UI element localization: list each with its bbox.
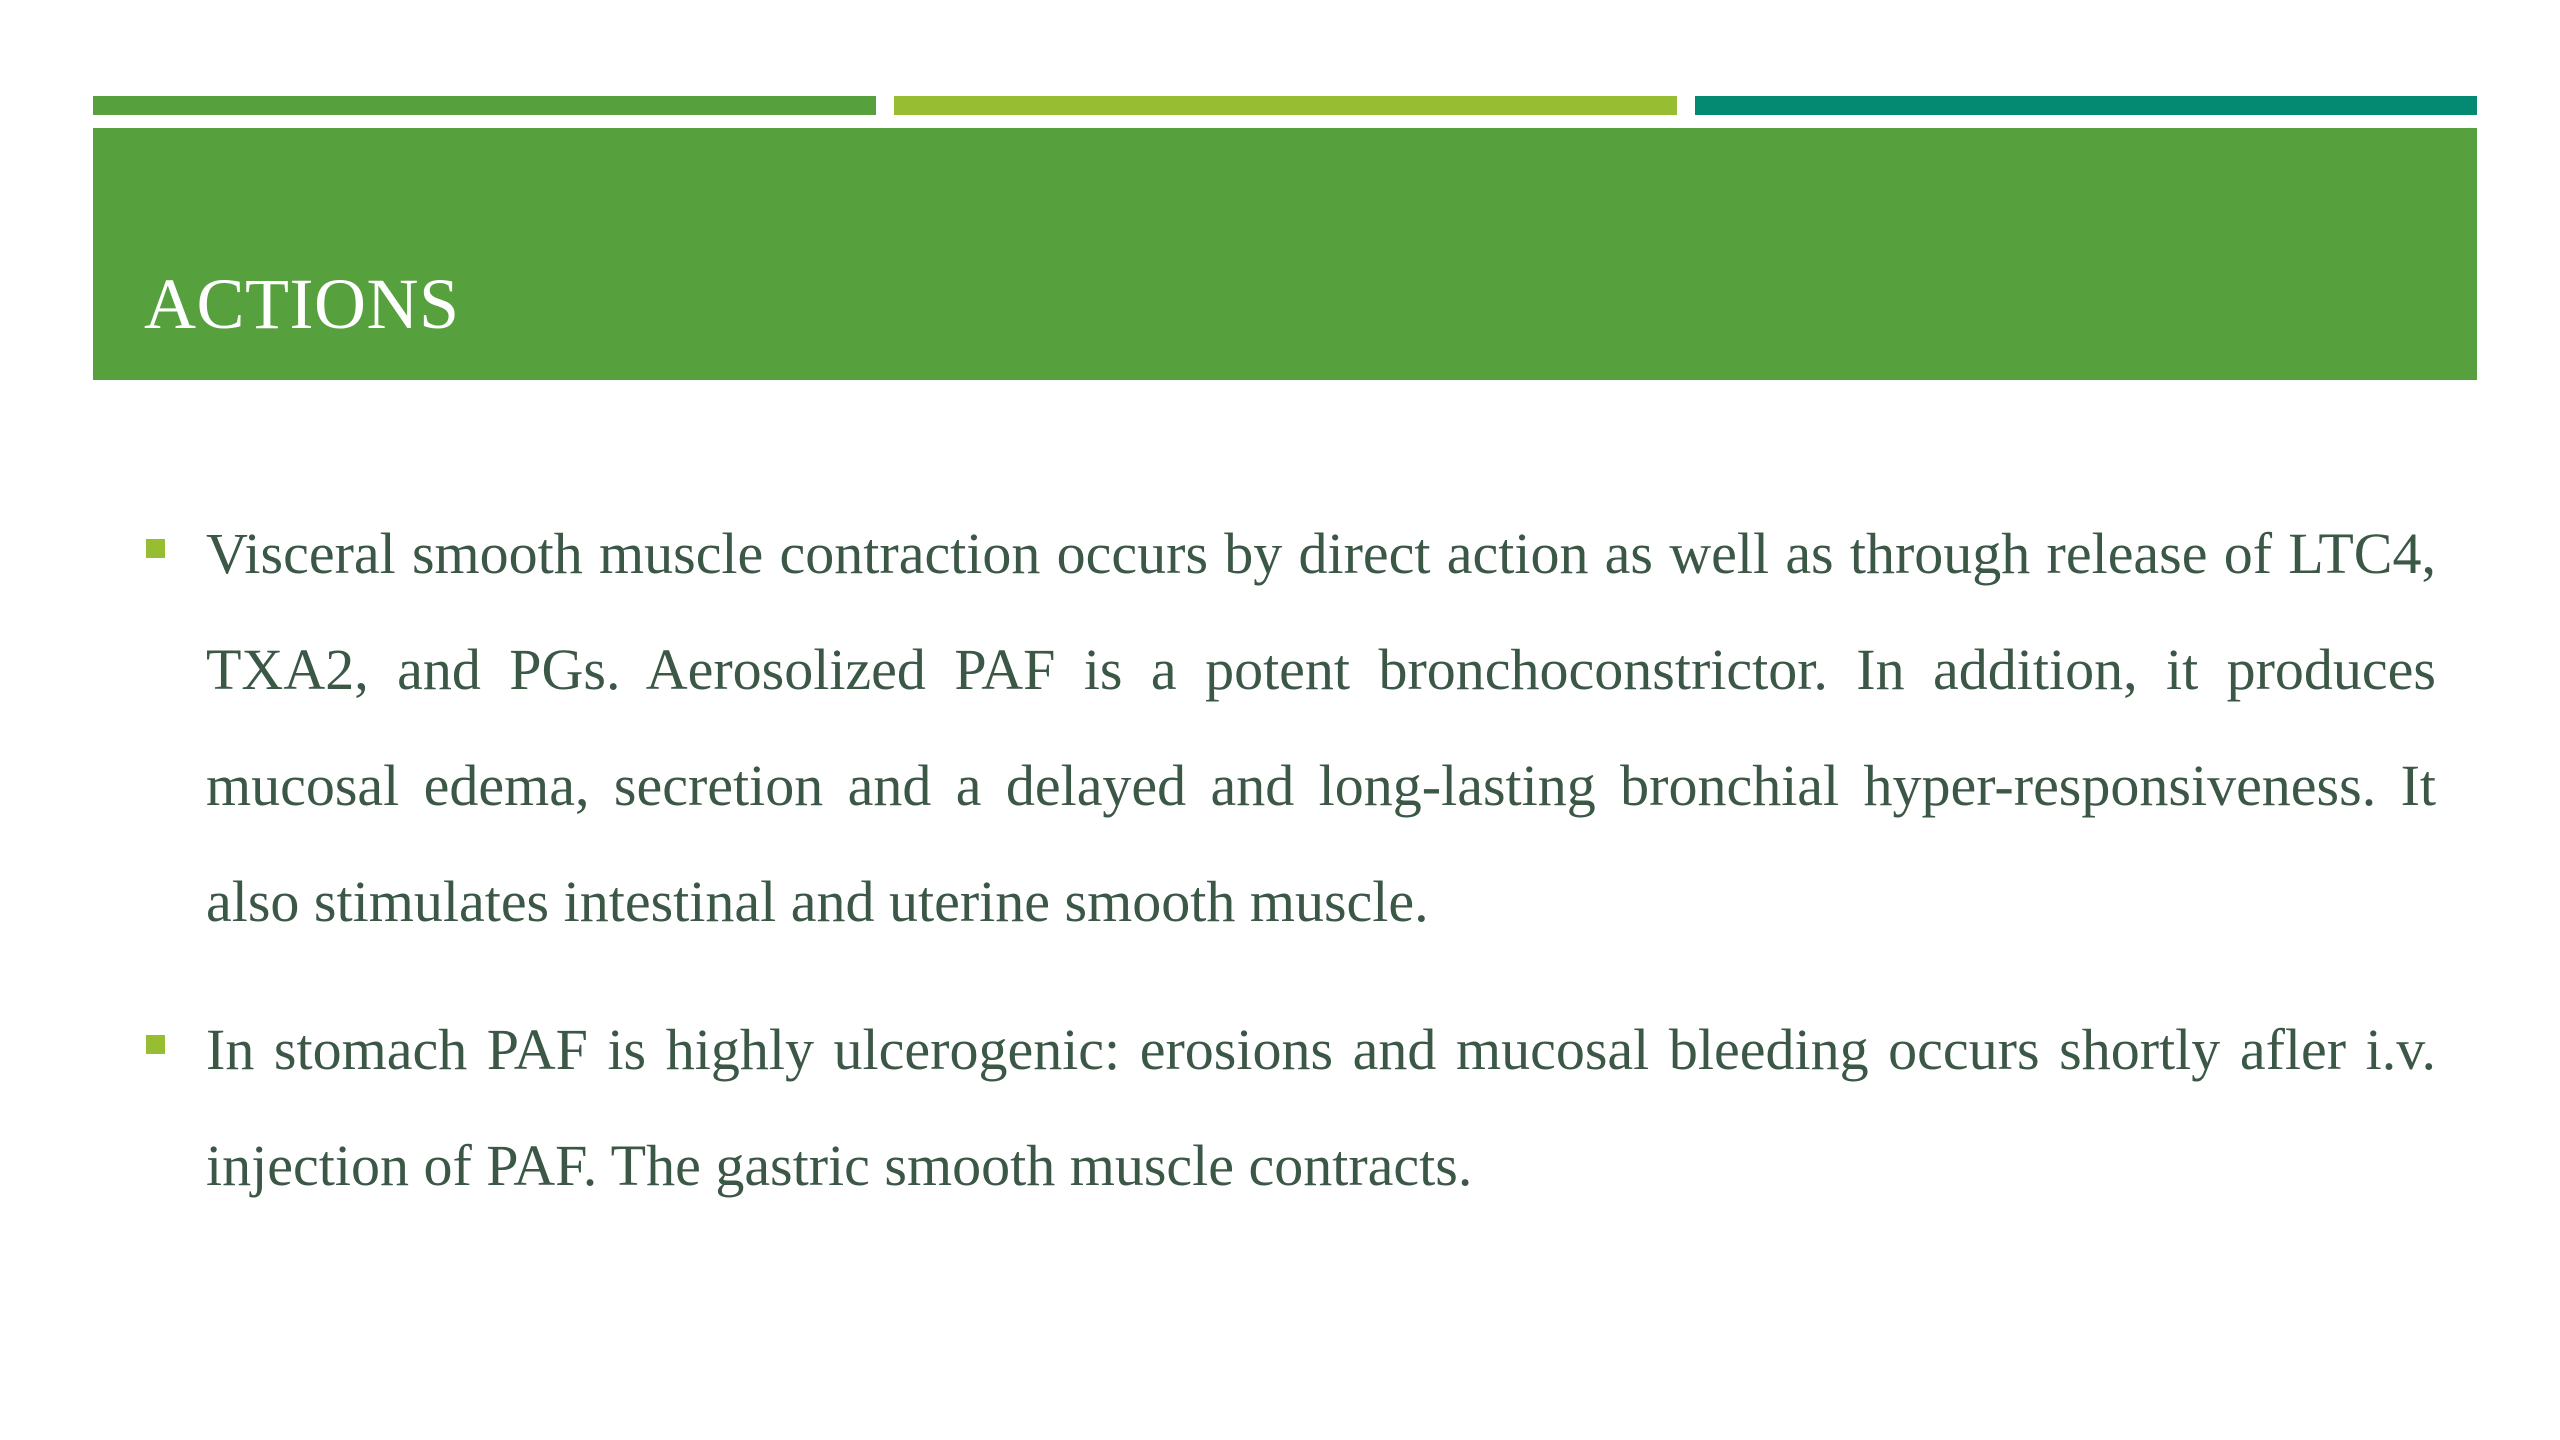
bullet-text: In stomach PAF is highly ulcerogenic: erosions and mucosal bleeding occurs shortly afler i.v. injection of PAF. The gastric smooth muscle contracts. — [206, 1017, 2436, 1198]
bullet-text: Visceral smooth muscle contraction occurs by direct action as well as through release of LTC4, TXA2, and PGs. Aerosolized PAF is a potent bronchoconstrictor. In addition, it produces mucosal edema, secretion and a delayed and long-lasting bronchial hyper-responsiveness. It also stimulates intestinal and uterine smooth muscle. — [206, 521, 2436, 934]
top-accent-bar-lime — [894, 96, 1677, 115]
square-bullet-icon — [146, 1035, 165, 1054]
bullet-list — [146, 496, 2436, 1256]
bullet-item — [146, 992, 2436, 1224]
title-band — [93, 128, 2477, 380]
slide-title: ACTIONS — [144, 264, 460, 344]
top-accent-bar-teal — [1695, 96, 2477, 115]
top-accent-bar-green — [93, 96, 876, 115]
square-bullet-icon — [146, 539, 165, 558]
bullet-item — [146, 496, 2436, 960]
